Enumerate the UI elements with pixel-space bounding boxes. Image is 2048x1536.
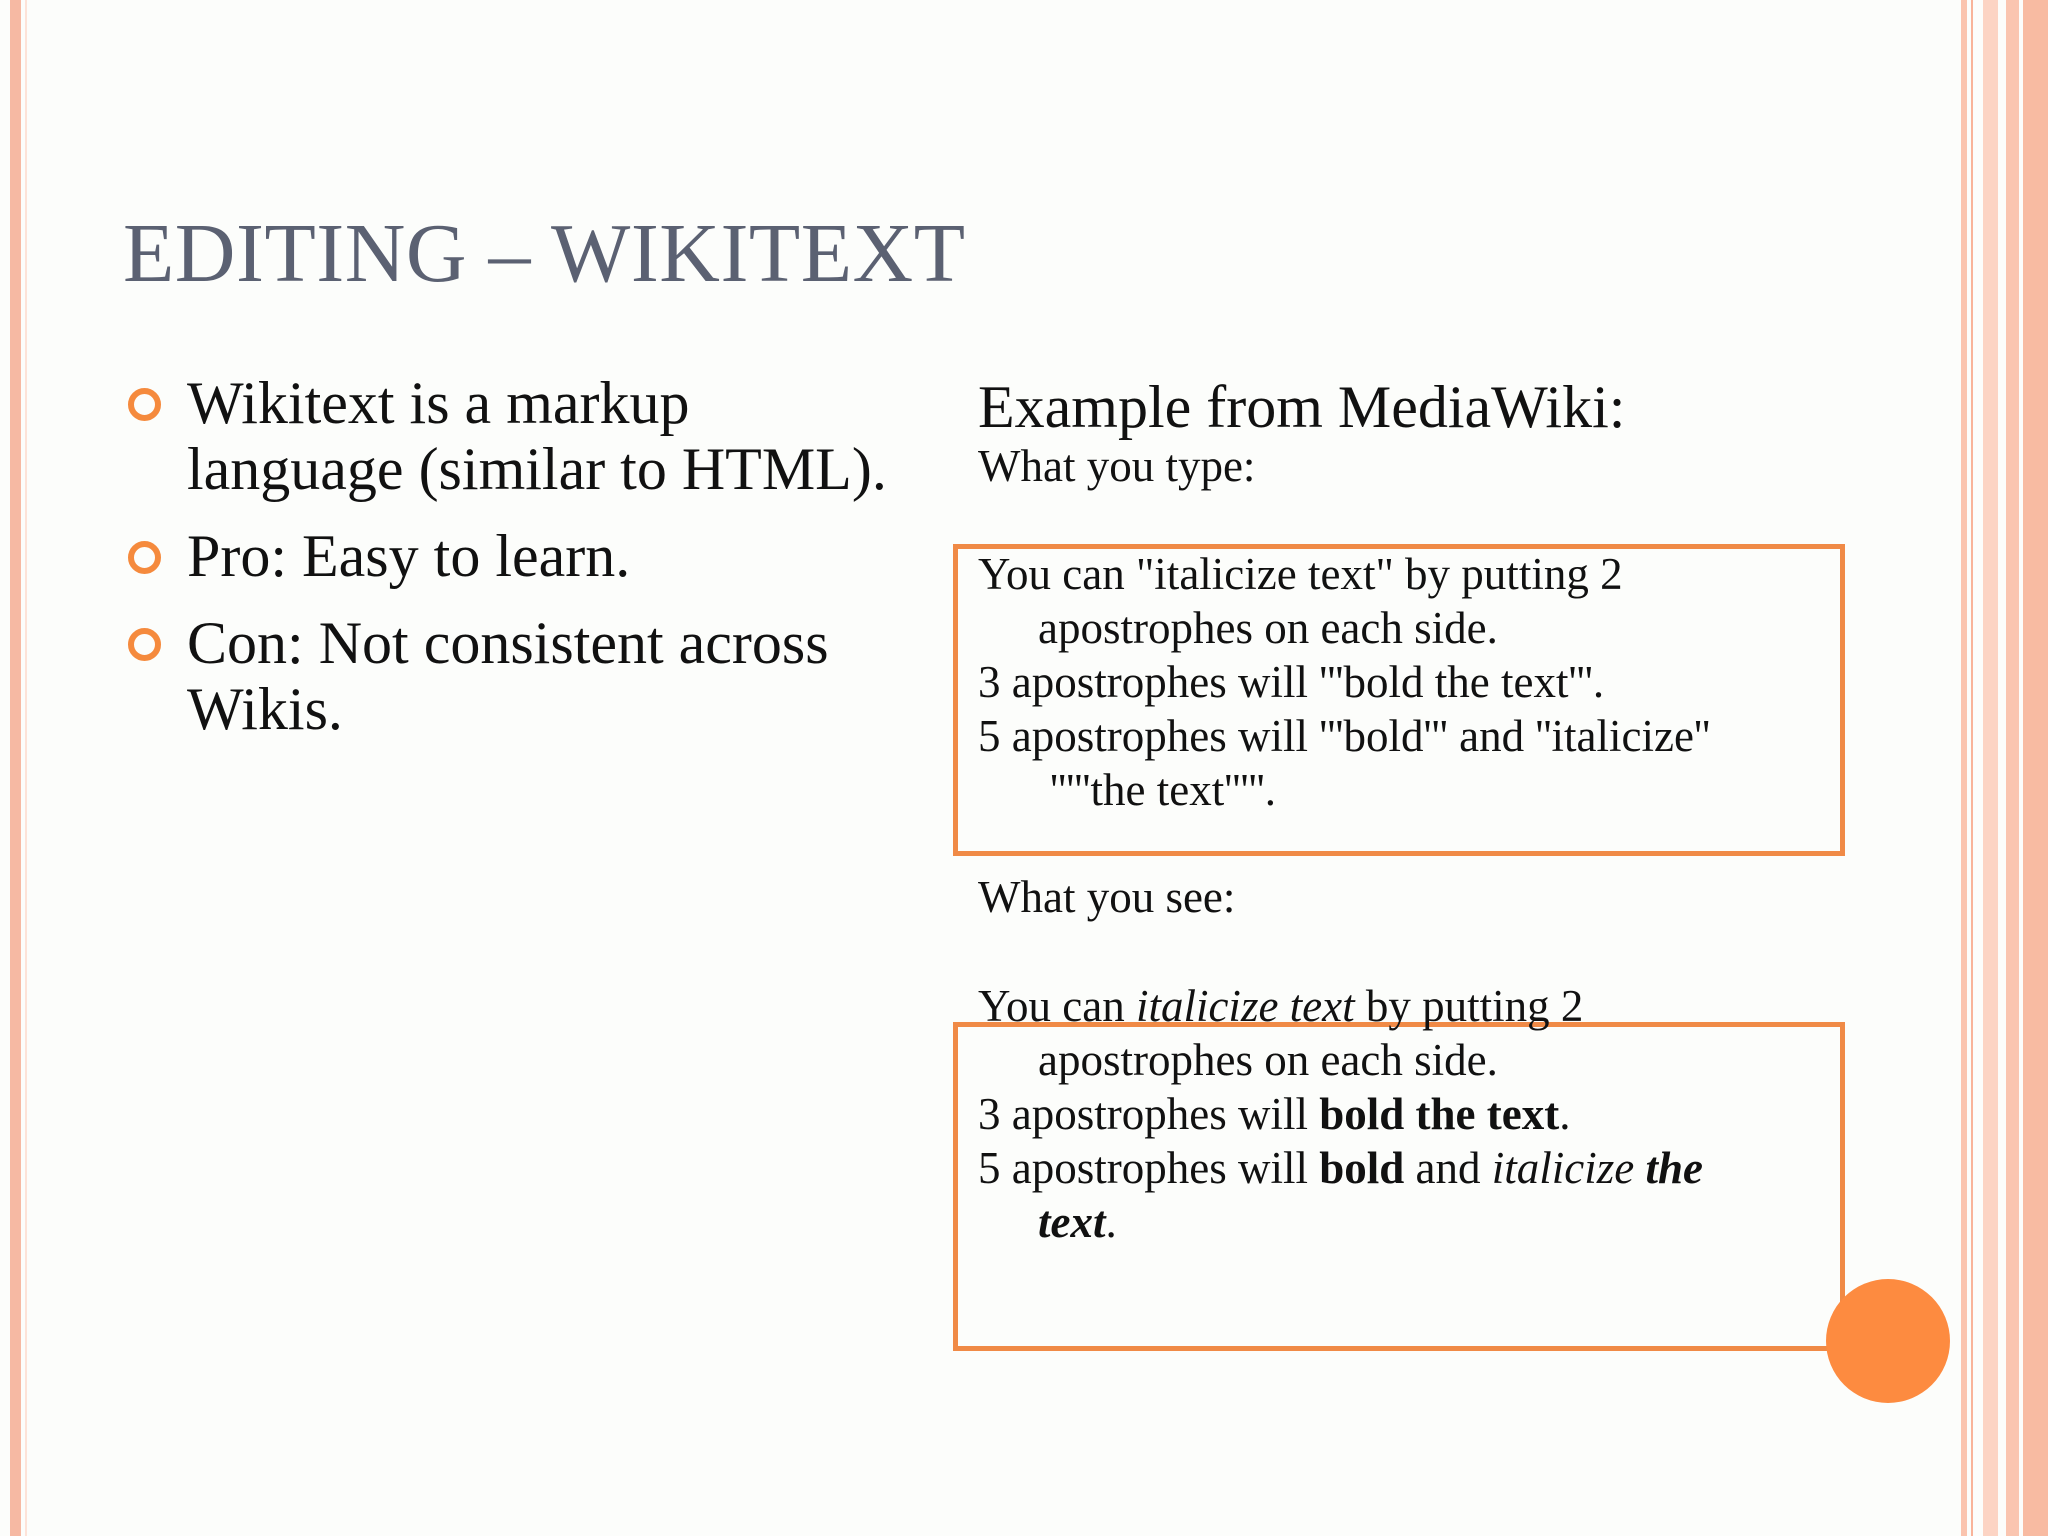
typed-line: 3 apostrophes will '''bold the text'''. [978, 657, 1605, 707]
typed-line: apostrophes on each side. [1038, 603, 1498, 653]
typed-line: 5 apostrophes will '''bold''' and ''italicize'' [978, 711, 1711, 761]
rendered-line [978, 1141, 1703, 1195]
bullet-text-line: language (similar to HTML). [187, 436, 887, 502]
bullet-item [125, 370, 925, 502]
slide-title: EDITING – WIKITEXT [123, 207, 966, 300]
rendered-text [1634, 1143, 1645, 1193]
rendered-text: . [1105, 1197, 1117, 1247]
bullet-text-line: Wikitext is a markup [187, 370, 690, 436]
circle-bullet-icon [128, 388, 161, 421]
circle-bullet-icon [128, 541, 161, 574]
right-stripe-1 [1961, 0, 1967, 1536]
rendered-text: You can [978, 981, 1136, 1031]
rendered-line [978, 1087, 1570, 1141]
rendered-line: apostrophes on each side. [1038, 1035, 1498, 1085]
what-you-see-label: What you see: [978, 872, 1236, 922]
bullet-list [125, 370, 925, 763]
rendered-text: . [1559, 1089, 1571, 1139]
decorative-circle [1826, 1279, 1950, 1403]
bullet-item [125, 523, 925, 589]
bullet-text-line: Pro: Easy to learn. [187, 523, 631, 589]
right-stripe-2 [1971, 0, 1973, 1536]
rendered-italic-text: italicize text [1135, 981, 1355, 1031]
what-you-type-label: What you type: [978, 441, 1256, 491]
rendered-bold-italic-text: the [1645, 1143, 1704, 1193]
rendered-bold-text: bold [1319, 1143, 1405, 1193]
left-border-stripe [10, 0, 21, 1536]
rendered-text: 5 apostrophes will [978, 1143, 1320, 1193]
right-stripe-4 [2006, 0, 2019, 1536]
bullet-item [125, 610, 925, 742]
rendered-text: by putting 2 [1354, 981, 1584, 1031]
rendered-text: and [1404, 1143, 1492, 1193]
right-stripe-3 [1983, 0, 1998, 1536]
rendered-line [1038, 1195, 1117, 1249]
rendered-line [978, 979, 1583, 1033]
bullet-text-line: Wikis. [187, 676, 343, 742]
rendered-text: 3 apostrophes will [978, 1089, 1320, 1139]
bullet-text-line: Con: Not consistent across [187, 610, 829, 676]
typed-line: '''''the text'''''. [1050, 765, 1277, 815]
right-stripe-5 [2023, 0, 2048, 1536]
rendered-italic-text: italicize [1491, 1143, 1635, 1193]
left-inner-stripe [25, 0, 27, 1536]
example-heading: Example from MediaWiki: [978, 374, 1626, 440]
rendered-bold-text: bold the text [1319, 1089, 1560, 1139]
rendered-bold-italic-text: text [1038, 1197, 1106, 1247]
typed-line: You can "italicize text" by putting 2 [978, 549, 1623, 599]
circle-bullet-icon [128, 628, 161, 661]
